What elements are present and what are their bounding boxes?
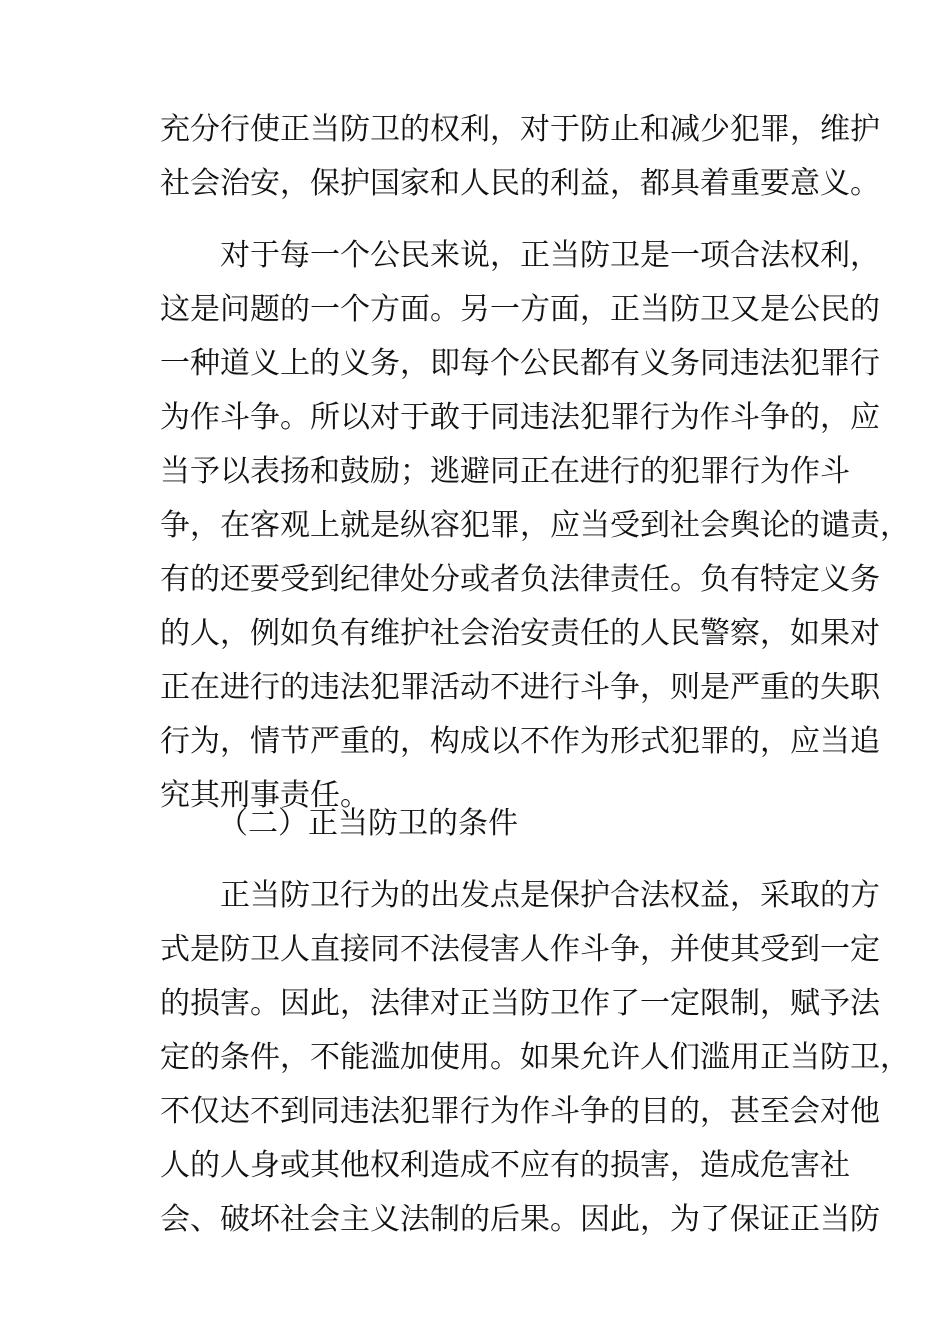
text-line: 正当防卫行为的出发点是保护合法权益，采取的方 bbox=[220, 878, 880, 913]
text-line: 这是问题的一个方面。另一方面，正当防卫又是公民的 bbox=[160, 292, 880, 327]
section-heading bbox=[160, 797, 832, 851]
text-line: 究其刑事责任。 bbox=[160, 778, 370, 813]
paragraph-2 bbox=[160, 229, 910, 823]
text-line: 不仅达不到同违法犯罪行为作斗争的目的，甚至会对他 bbox=[160, 1094, 880, 1129]
text-line: 会、破坏社会主义法制的后果。因此，为了保证正当防 bbox=[160, 1202, 880, 1237]
text-line: 行为，情节严重的，构成以不作为形式犯罪的，应当追 bbox=[160, 724, 880, 759]
text-line: 的损害。因此，法律对正当防卫作了一定限制，赋予法 bbox=[160, 986, 880, 1021]
text-line: 当予以表扬和鼓励；逃避同正在进行的犯罪行为作斗 bbox=[160, 454, 850, 489]
text-line: 社会治安，保护国家和人民的利益，都具着重要意义。 bbox=[160, 166, 880, 201]
heading-text: （二）正当防卫的条件 bbox=[218, 806, 518, 841]
text-line: 定的条件，不能滥加使用。如果允许人们滥用正当防卫， bbox=[160, 1040, 910, 1075]
text-line: 对于每一个公民来说，正当防卫是一项合法权利， bbox=[220, 238, 880, 273]
text-line: 正在进行的违法犯罪活动不进行斗争，则是严重的失职 bbox=[160, 670, 880, 705]
paragraph-1 bbox=[160, 103, 880, 211]
text-line: 为作斗争。所以对于敢于同违法犯罪行为作斗争的，应 bbox=[160, 400, 880, 435]
text-line: 有的还要受到纪律处分或者负法律责任。负有特定义务 bbox=[160, 562, 880, 597]
text-line: 争，在客观上就是纵容犯罪，应当受到社会舆论的谴责， bbox=[160, 508, 910, 543]
paragraph-3 bbox=[160, 869, 910, 1247]
text-line: 的人，例如负有维护社会治安责任的人民警察，如果对 bbox=[160, 616, 880, 651]
text-line: 人的人身或其他权利造成不应有的损害，造成危害社 bbox=[160, 1148, 850, 1183]
text-line: 式是防卫人直接同不法侵害人作斗争，并使其受到一定 bbox=[160, 932, 880, 967]
text-line: 一种道义上的义务，即每个公民都有义务同违法犯罪行 bbox=[160, 346, 880, 381]
text-line: 充分行使正当防卫的权利，对于防止和减少犯罪，维护 bbox=[160, 112, 880, 147]
